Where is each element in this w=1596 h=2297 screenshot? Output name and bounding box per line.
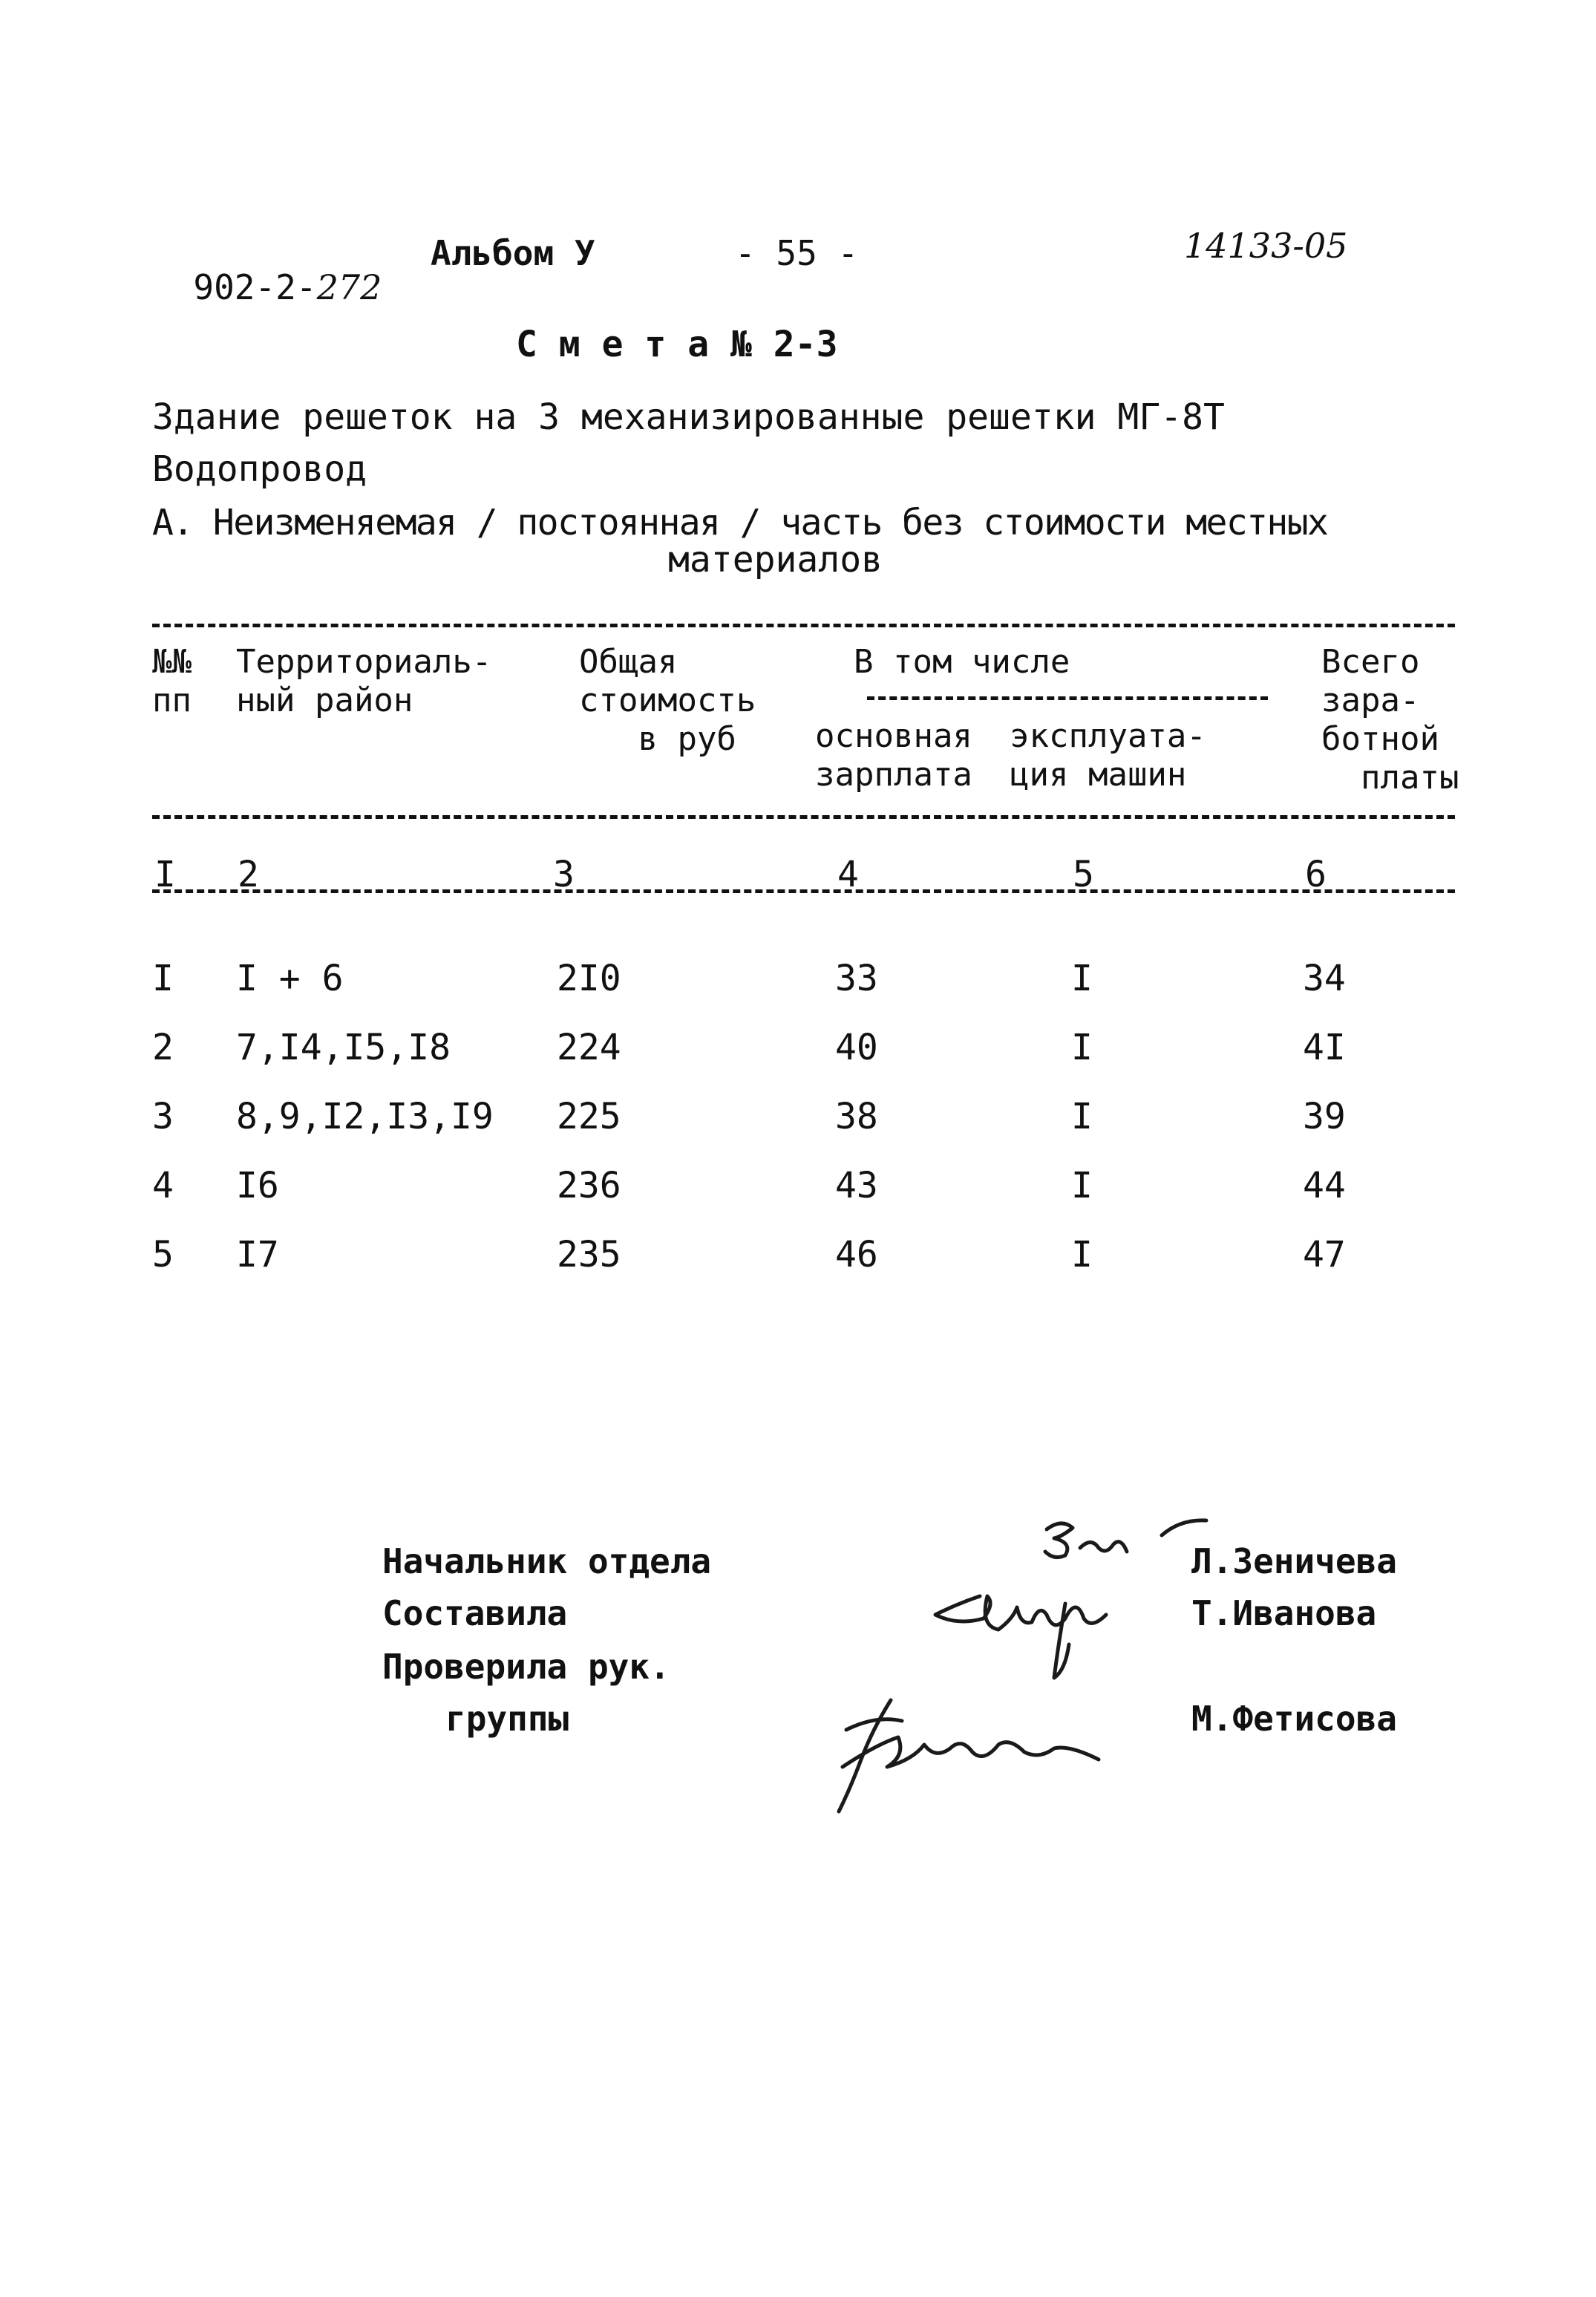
page-number: - 55 -: [735, 233, 859, 273]
header-row-number: №№ пп: [152, 643, 192, 719]
cell-total-cost: 225: [557, 1096, 621, 1137]
cell-territory: I + 6: [236, 958, 344, 999]
name-zenicheva: Л.Зеничева: [1191, 1541, 1397, 1581]
cell-total-wages: 44: [1303, 1165, 1346, 1206]
cell-territory: I7: [236, 1234, 279, 1275]
col-number: 4: [837, 854, 859, 895]
cell-total-wages: 34: [1303, 958, 1346, 999]
cell-territory: 7,I4,I5,I8: [236, 1027, 451, 1068]
estimate-title: С м е т а № 2-3: [516, 324, 838, 365]
cell-machine-operation: I: [1071, 1165, 1093, 1206]
col-number: 3: [553, 854, 575, 895]
col-number: 5: [1073, 854, 1094, 895]
signature-fetisova: [831, 1685, 1128, 1819]
cell-machine-operation: I: [1071, 1027, 1093, 1068]
cell-total-cost: 2I0: [557, 958, 621, 999]
cell-base-salary: 43: [835, 1165, 878, 1206]
cell-total-wages: 47: [1303, 1234, 1346, 1275]
header-bottom-divider: [152, 815, 1455, 819]
role-department-head: Начальник отдела: [382, 1541, 712, 1581]
header-base-salary: основная зарплата: [815, 717, 972, 794]
name-fetisova: М.Фетисова: [1191, 1699, 1397, 1739]
subtitle-building: Здание решеток на 3 механизированные решетки МГ-8Т: [152, 396, 1225, 438]
role-group: группы: [445, 1699, 569, 1739]
cell-territory: 8,9,I2,I3,I9: [236, 1096, 494, 1137]
cell-row-number: 4: [152, 1165, 174, 1206]
cell-row-number: 3: [152, 1096, 174, 1137]
col-number: 2: [238, 854, 259, 895]
cell-machine-operation: I: [1071, 1234, 1093, 1275]
album-label: Альбом У: [431, 233, 595, 273]
signature-ivanova: [928, 1574, 1151, 1685]
col-number: I: [154, 854, 176, 895]
cell-total-cost: 235: [557, 1234, 621, 1275]
subtitle-part-line2: материалов: [668, 539, 883, 581]
role-checked-by: Проверила рук.: [382, 1647, 670, 1687]
series-number: 902-2-: [193, 267, 317, 307]
cell-territory: I6: [236, 1165, 279, 1206]
subtitle-part-line1: А. Неизменяемая / постоянная / часть без стоимости местных: [152, 502, 1328, 543]
table-top-divider: [152, 624, 1455, 627]
role-compiled-by: Составила: [382, 1593, 568, 1633]
cell-row-number: 5: [152, 1234, 174, 1275]
cell-base-salary: 38: [835, 1096, 878, 1137]
header-territory: Территориаль- ный район: [236, 643, 492, 719]
cell-total-wages: 4I: [1303, 1027, 1346, 1068]
header-machine-operation: эксплуата- ция машин: [1010, 717, 1206, 794]
cell-total-wages: 39: [1303, 1096, 1346, 1137]
name-ivanova: Т.Иванова: [1191, 1593, 1377, 1633]
cell-base-salary: 33: [835, 958, 878, 999]
cell-row-number: 2: [152, 1027, 174, 1068]
col-number-underline: [152, 889, 1455, 893]
header-total-cost: Общая стоимость в руб: [579, 643, 756, 758]
header-group-including: В том числе: [854, 643, 1070, 681]
cell-total-cost: 224: [557, 1027, 621, 1068]
cell-base-salary: 40: [835, 1027, 878, 1068]
signature-zenicheva: [1039, 1515, 1217, 1574]
cell-row-number: I: [152, 958, 174, 999]
cell-machine-operation: I: [1071, 958, 1093, 999]
cell-machine-operation: I: [1071, 1096, 1093, 1137]
doc-series: [152, 236, 382, 307]
header-group-divider: [867, 696, 1268, 700]
header-total-wages: Всего зара- ботной платы: [1321, 643, 1459, 797]
subtitle-section: Водопровод: [152, 448, 367, 490]
cell-total-cost: 236: [557, 1165, 621, 1206]
series-handwritten: 272: [316, 267, 382, 307]
col-number: 6: [1305, 854, 1327, 895]
doc-code-handwritten: 14133-05: [1184, 226, 1348, 266]
cell-base-salary: 46: [835, 1234, 878, 1275]
